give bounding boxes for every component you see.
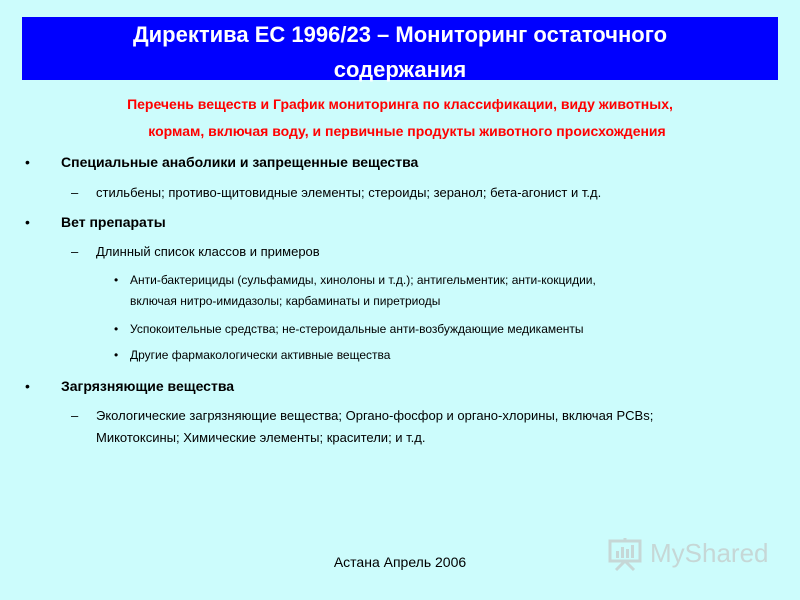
sub-item-text: Успокоительные средства; не-стероидальные анти-возбуждающие медикаменты: [130, 322, 584, 336]
bullet-marker: •: [25, 378, 30, 394]
dash-marker: –: [71, 185, 79, 200]
section-heading-text: Загрязняющие вещества: [61, 378, 235, 394]
sub-item-text: Анти-бактерициды (сульфамиды, хинолоны и т.д.); антигельментик; анти-кокцидии,: [130, 273, 596, 287]
sub-item-antibacterials-continued: включая нитро-имидазолы; карбаминаты и пиретриоды: [130, 294, 441, 308]
footer-text: Астана Апрель 2006: [333, 554, 467, 570]
sub-item-antibacterials: [114, 272, 596, 289]
logo-text: MyShared: [650, 538, 769, 568]
list-item-environmental: [71, 407, 654, 425]
subtitle-line-1: Перечень веществ и График мониторинга по классификации, виду животных,: [127, 96, 673, 112]
bullet-marker: •: [25, 154, 30, 170]
title-bar: [22, 17, 778, 80]
section-heading-anabolics: [25, 153, 419, 171]
section-heading-vet-drugs: [25, 213, 166, 231]
sub-item-text: Другие фармакологически активные вещества: [130, 348, 391, 362]
sub-item-other-substances: [114, 347, 391, 364]
slide-title-line-2: содержания: [333, 57, 467, 82]
list-item-text: Длинный список классов и примеров: [96, 244, 320, 259]
presentation-board-icon: [606, 536, 646, 572]
dash-marker: –: [71, 408, 79, 423]
bullet-marker: •: [114, 348, 119, 362]
section-heading-text: Вет препараты: [61, 214, 166, 230]
list-item-stilbenes: [71, 184, 602, 202]
slide-title-line-1: Директива ЕС 1996/23 – Мониторинг остаточного: [132, 22, 668, 47]
list-item-environmental-continued: Микотоксины; Химические элементы; красители; и т.д.: [96, 430, 426, 445]
dash-marker: –: [71, 244, 79, 259]
bullet-marker: •: [114, 322, 119, 336]
sub-item-sedatives: [114, 321, 584, 338]
bullet-marker: •: [25, 214, 30, 230]
list-item-text: стильбены; противо-щитовидные элементы; стероиды; зеранол; бета-агонист и т.д.: [96, 185, 602, 200]
section-heading-text: Специальные анаболики и запрещенные вещества: [61, 154, 419, 170]
bullet-marker: •: [114, 273, 119, 287]
list-item-text: Экологические загрязняющие вещества; Органо-фосфор и органо-хлорины, включая PCBs;: [96, 408, 654, 423]
subtitle-line-2: кормам, включая воду, и первичные продукты животного происхождения: [148, 123, 666, 139]
section-heading-contaminants: [25, 377, 235, 395]
myshared-logo: [606, 536, 769, 572]
list-item-long-list: [71, 243, 320, 261]
